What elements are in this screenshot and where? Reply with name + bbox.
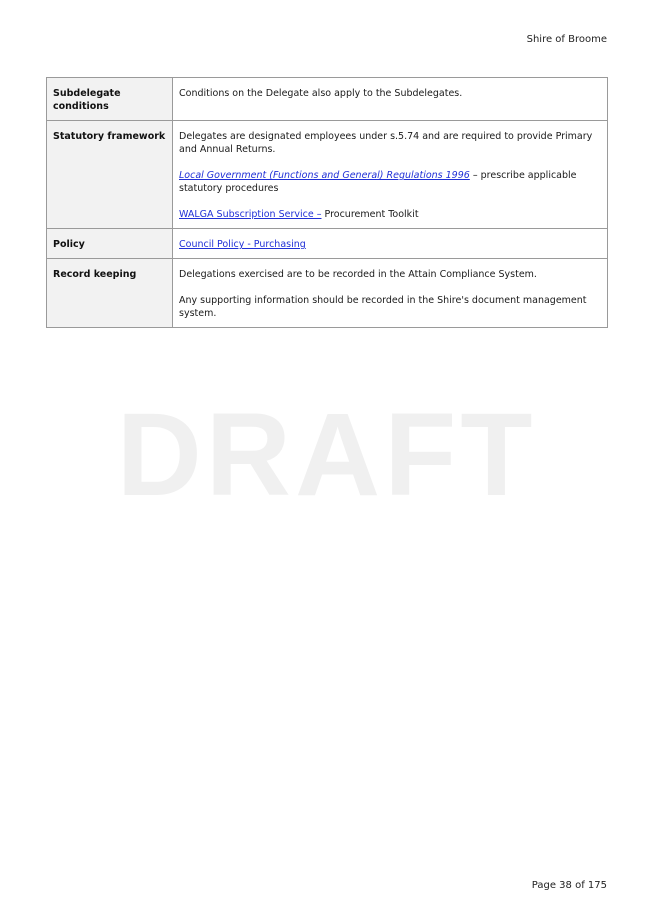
draft-watermark: DRAFT <box>116 389 537 521</box>
table-row <box>47 259 608 328</box>
walga-paragraph <box>179 208 601 221</box>
row-label-policy: Policy <box>47 229 173 259</box>
record-keeping-text-2: Any supporting information should be recorded in the Shire's document management system. <box>179 295 587 319</box>
regulations-paragraph <box>179 169 601 195</box>
procurement-toolkit-text: Procurement Toolkit <box>321 209 419 220</box>
row-value-subdelegate-conditions <box>173 78 608 121</box>
page-number: Page 38 of 175 <box>531 880 607 891</box>
row-value-statutory-framework <box>173 121 608 229</box>
table-row <box>47 229 608 259</box>
row-label-statutory-framework: Statutory framework <box>47 121 173 229</box>
walga-link[interactable]: WALGA Subscription Service – <box>179 209 322 220</box>
row-label-record-keeping: Record keeping <box>47 259 173 328</box>
subdelegate-conditions-text: Conditions on the Delegate also apply to the Subdelegates. <box>179 88 463 99</box>
council-policy-link[interactable]: Council Policy - Purchasing <box>179 239 306 250</box>
statutory-designation-text: Delegates are designated employees under s.5.74 and are required to provide Primary and Annual Returns. <box>179 131 593 155</box>
policy-paragraph <box>179 238 601 251</box>
table-row <box>47 121 608 229</box>
delegation-table <box>46 77 608 328</box>
regulations-link[interactable]: Local Government (Functions and General) Regulations 1996 <box>179 170 470 181</box>
table-row <box>47 78 608 121</box>
record-keeping-text-1: Delegations exercised are to be recorded in the Attain Compliance System. <box>179 269 537 280</box>
row-label-subdelegate-conditions: Subdelegate conditions <box>47 78 173 121</box>
regulations-description: – prescribe applicable statutory procedures <box>179 170 577 194</box>
page-header-org: Shire of Broome <box>526 34 607 45</box>
row-value-record-keeping <box>173 259 608 328</box>
row-value-policy <box>173 229 608 259</box>
